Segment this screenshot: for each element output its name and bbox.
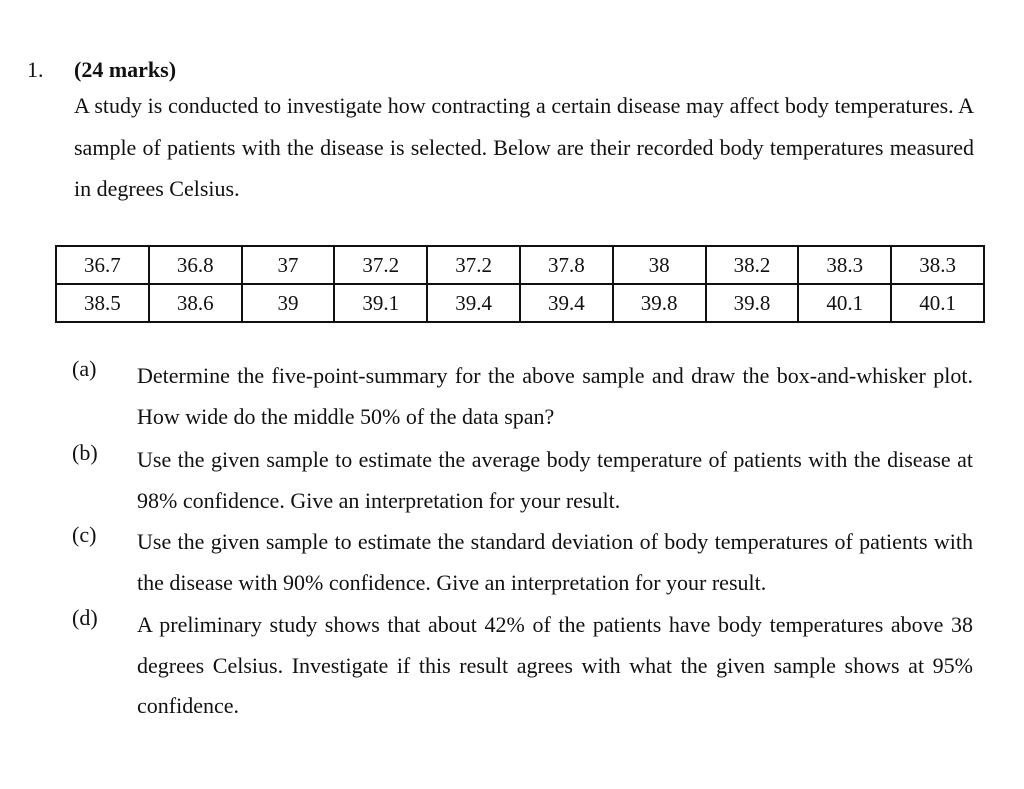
table-cell: 38.3	[798, 246, 891, 284]
table-cell: 39.4	[520, 284, 613, 322]
table-cell: 36.7	[56, 246, 149, 284]
table-cell: 39	[242, 284, 335, 322]
part-c-label: (c)	[72, 522, 97, 547]
table-cell: 39.8	[613, 284, 706, 322]
question-marks: (24 marks)	[74, 57, 177, 82]
table-cell: 37.8	[520, 246, 613, 284]
part-a-text: Determine the five-point-summary for the above sample and draw the box-and-whisker plot. How wide do the middle 50% of the data span?	[137, 363, 973, 429]
part-c-text: Use the given sample to estimate the standard deviation of body temperatures of patients with the disease with 90% confidence. Give an interpretation for your result.	[137, 529, 973, 595]
table-cell: 39.1	[334, 284, 427, 322]
table-cell: 39.4	[427, 284, 520, 322]
table-cell: 38.3	[891, 246, 984, 284]
part-d-text: A preliminary study shows that about 42% of the patients have body temperatures above 38 degrees Celsius. Investigate if this result agrees with what the given sample shows at 95% confidence.	[137, 612, 973, 718]
table-cell: 39.8	[706, 284, 799, 322]
table-cell: 37.2	[334, 246, 427, 284]
table-cell: 40.1	[798, 284, 891, 322]
part-a-label: (a)	[72, 356, 97, 381]
question-number: 1.	[27, 57, 44, 82]
part-b-text: Use the given sample to estimate the average body temperature of patients with the disease at 98% confidence. Give an interpretation for your result.	[137, 447, 973, 513]
table-cell: 38.5	[56, 284, 149, 322]
table-cell: 38	[613, 246, 706, 284]
table-cell: 40.1	[891, 284, 984, 322]
table-cell: 37	[242, 246, 335, 284]
table-cell: 38.6	[149, 284, 242, 322]
part-d-label: (d)	[72, 605, 98, 630]
table-cell: 38.2	[706, 246, 799, 284]
part-b-label: (b)	[72, 440, 98, 465]
table-cell: 36.8	[149, 246, 242, 284]
question-intro: A study is conducted to investigate how contracting a certain disease may affect body temperatures. A sample of patients with the disease is selected. Below are their recorded body temperatures measured in degrees Celsius.	[74, 93, 974, 201]
table-cell: 37.2	[427, 246, 520, 284]
